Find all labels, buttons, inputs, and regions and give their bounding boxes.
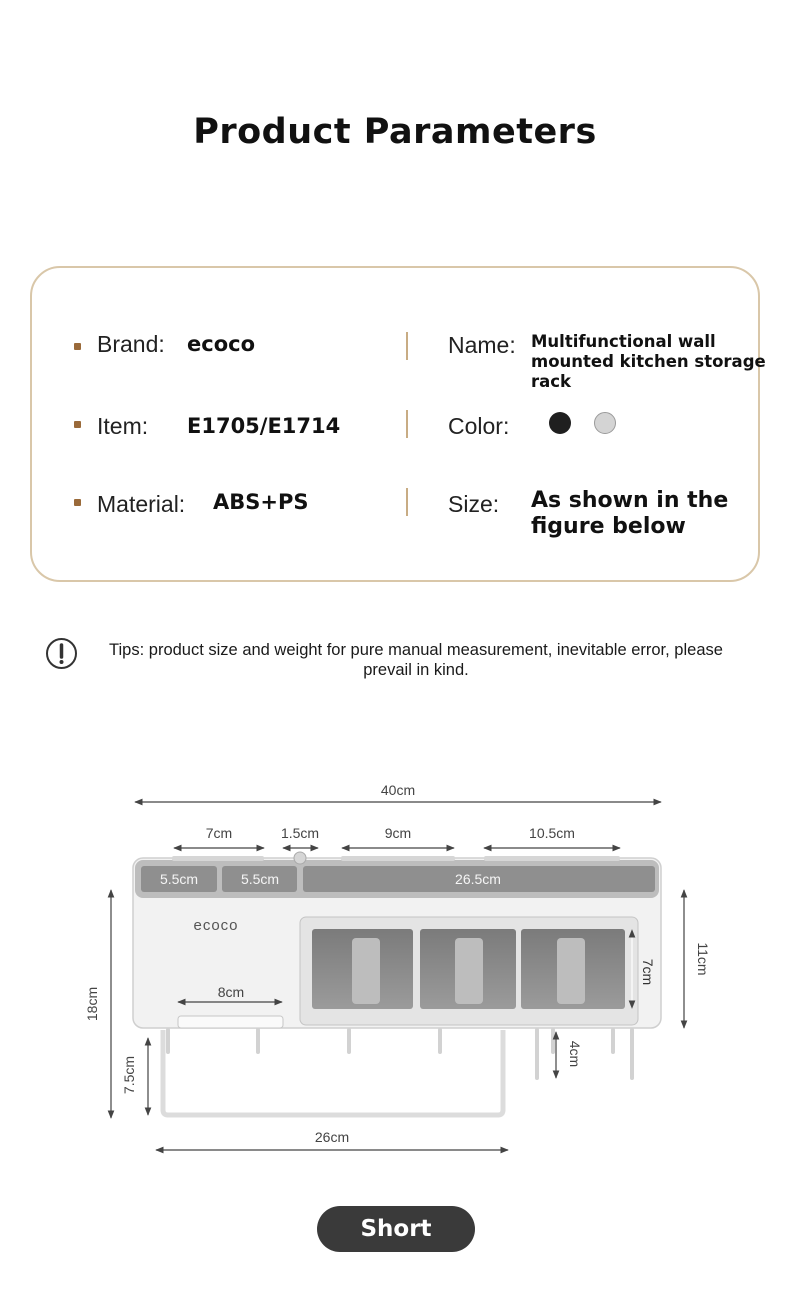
drawer-clip <box>557 938 585 1004</box>
dim-comp2: 5.5cm <box>240 871 280 887</box>
dim-comp1: 5.5cm <box>159 871 199 887</box>
top-slot <box>172 856 264 861</box>
divider <box>406 410 408 438</box>
dim-body-height: 11cm <box>695 942 711 976</box>
color-swatch-gray[interactable] <box>594 412 616 434</box>
item-label: Item: <box>97 413 149 439</box>
top-slot <box>341 856 455 861</box>
top-slot <box>484 856 620 861</box>
ecoco-logo: ecoco <box>193 917 239 934</box>
name-value: Multifunctional wall mounted kitchen storage rack <box>531 332 766 391</box>
name-label: Name: <box>448 332 516 358</box>
dim-total-height: 18cm <box>84 986 100 1022</box>
bullet-icon <box>74 343 81 350</box>
bullet-icon <box>74 499 81 506</box>
dim-drawer-height: 7cm <box>640 958 656 986</box>
dim-hook: 4cm <box>567 1040 583 1068</box>
divider <box>406 488 408 516</box>
dim-gap: 1.5cm <box>280 825 320 841</box>
product-dimension-diagram <box>0 760 790 1200</box>
size-value: As shown in the figure below <box>531 488 729 539</box>
dim-slot1: 7cm <box>205 825 233 841</box>
hooks <box>168 1030 632 1078</box>
dim-overall-width: 40cm <box>380 782 416 798</box>
brand-value: ecoco <box>187 332 255 356</box>
parameters-card <box>30 266 766 582</box>
towel-bar <box>163 1030 503 1115</box>
drawer-clip <box>352 938 380 1004</box>
divider <box>406 332 408 360</box>
dim-bar-width: 26cm <box>314 1129 350 1145</box>
tray <box>178 1016 283 1028</box>
dim-comp3: 26.5cm <box>455 871 501 887</box>
dim-tray: 8cm <box>217 984 245 1000</box>
size-label: Size: <box>448 491 500 517</box>
dim-bar-drop: 7.5cm <box>121 1055 137 1095</box>
material-value: ABS+PS <box>213 490 309 514</box>
short-button[interactable]: Short <box>317 1206 475 1252</box>
bullet-icon <box>74 421 81 428</box>
drawer-clip <box>455 938 483 1004</box>
exclamation-icon <box>45 637 78 670</box>
dim-slot4: 10.5cm <box>529 825 575 841</box>
color-swatch-black[interactable] <box>549 412 571 434</box>
material-label: Material: <box>97 491 186 517</box>
page-title: Product Parameters <box>193 112 597 152</box>
top-hole <box>294 852 306 864</box>
color-label: Color: <box>448 413 510 439</box>
tips-text: Tips: product size and weight for pure manual measurement, inevitable error, please prevail in kind. <box>109 641 723 679</box>
dim-slot3: 9cm <box>384 825 412 841</box>
brand-label: Brand: <box>97 331 165 357</box>
item-value: E1705/E1714 <box>187 414 341 438</box>
